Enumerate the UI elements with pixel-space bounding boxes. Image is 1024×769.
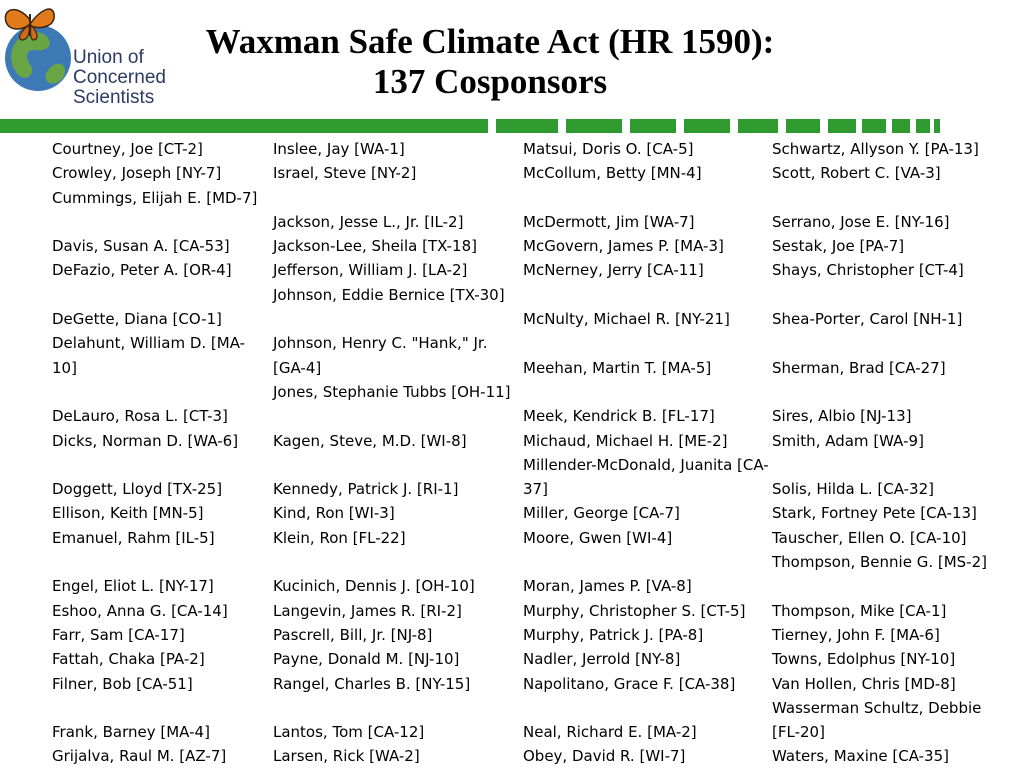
cosponsor-column-3 xyxy=(523,137,769,769)
logo-line-1: Union of xyxy=(73,47,144,68)
cosponsor-entry: Moran, James P. [VA-8] xyxy=(523,577,692,596)
cosponsor-entry: Jackson-Lee, Sheila [TX-18] xyxy=(273,237,477,256)
cosponsor-entry: DeFazio, Peter A. [OR-4] xyxy=(52,261,232,280)
cosponsor-entry: Rangel, Charles B. [NY-15] xyxy=(273,674,471,693)
divider-segment xyxy=(934,119,940,133)
cosponsor-entry: DeGette, Diana [CO-1] xyxy=(52,310,222,329)
divider-segment xyxy=(630,119,676,133)
cosponsor-entry: Ellison, Keith [MN-5] xyxy=(52,504,204,523)
divider-segment xyxy=(786,119,820,133)
cosponsor-column-1 xyxy=(52,137,268,769)
divider-segment xyxy=(684,119,730,133)
divider-segment xyxy=(892,119,910,133)
cosponsor-entry: Israel, Steve [NY-2] xyxy=(273,164,417,183)
cosponsor-entry: Solis, Hilda L. [CA-32] xyxy=(772,480,934,499)
logo-line-3: Scientists xyxy=(73,87,155,108)
cosponsor-entry: Thompson, Mike [CA-1] xyxy=(772,601,947,620)
slide-title xyxy=(185,22,795,102)
cosponsor-entry: Towns, Edolphus [NY-10] xyxy=(772,650,956,669)
cosponsor-entry: Courtney, Joe [CT-2] xyxy=(52,140,203,158)
cosponsor-entry: Serrano, Jose E. [NY-16] xyxy=(772,212,950,231)
cosponsor-entry: Kind, Ron [WI-3] xyxy=(273,504,395,523)
cosponsor-entry: Smith, Adam [WA-9] xyxy=(772,431,924,450)
cosponsor-entry: Langevin, James R. [RI-2] xyxy=(273,601,462,620)
cosponsor-entry: Davis, Susan A. [CA-53] xyxy=(52,237,230,256)
cosponsor-entry: McCollum, Betty [MN-4] xyxy=(523,164,702,183)
cosponsor-entry: Kucinich, Dennis J. [OH-10] xyxy=(273,577,475,596)
ucs-logo xyxy=(0,0,178,115)
cosponsor-entry: Sires, Albio [NJ-13] xyxy=(772,407,912,426)
cosponsor-entry: DeLauro, Rosa L. [CT-3] xyxy=(52,407,228,426)
divider-segment xyxy=(862,119,886,133)
cosponsor-entry: McNerney, Jerry [CA-11] xyxy=(523,261,704,280)
cosponsor-entry: Filner, Bob [CA-51] xyxy=(52,674,193,693)
cosponsor-entry: Miller, George [CA-7] xyxy=(523,504,680,523)
cosponsor-entry: Stark, Fortney Pete [CA-13] xyxy=(772,504,977,523)
divider-segment xyxy=(566,119,622,133)
cosponsor-entry: Napolitano, Grace F. [CA-38] xyxy=(523,674,736,693)
cosponsor-entry: Meehan, Martin T. [MA-5] xyxy=(523,358,712,377)
cosponsor-entry: Murphy, Patrick J. [PA-8] xyxy=(523,625,704,644)
cosponsor-entry: Johnson, Henry C. "Hank," Jr. [GA-4] xyxy=(273,334,488,377)
cosponsor-entry: Dicks, Norman D. [WA-6] xyxy=(52,431,239,450)
cosponsor-entry: Neal, Richard E. [MA-2] xyxy=(523,723,697,742)
cosponsor-entry: Engel, Eliot L. [NY-17] xyxy=(52,577,214,596)
cosponsor-entry: Frank, Barney [MA-4] xyxy=(52,723,210,742)
cosponsor-entry: Nadler, Jerrold [NY-8] xyxy=(523,650,681,669)
divider-segment xyxy=(0,119,488,133)
cosponsor-entry: Wasserman Schultz, Debbie [FL-20] xyxy=(772,698,982,742)
divider-segment xyxy=(738,119,778,133)
cosponsor-entry: Sherman, Brad [CA-27] xyxy=(772,358,946,377)
cosponsor-entry: Michaud, Michael H. [ME-2] xyxy=(523,431,728,450)
cosponsor-entry: Thompson, Bennie G. [MS-2] xyxy=(772,553,987,572)
cosponsor-entry: Farr, Sam [CA-17] xyxy=(52,625,185,644)
cosponsor-entry: Inslee, Jay [WA-1] xyxy=(273,140,405,158)
cosponsor-column-4 xyxy=(772,137,1012,769)
cosponsor-entry: Tauscher, Ellen O. [CA-10] xyxy=(772,528,967,547)
cosponsor-entry: Obey, David R. [WI-7] xyxy=(523,747,686,766)
cosponsor-entry: Jackson, Jesse L., Jr. [IL-2] xyxy=(273,212,464,231)
cosponsor-entry: McDermott, Jim [WA-7] xyxy=(523,212,695,231)
divider-segment xyxy=(828,119,856,133)
cosponsor-entry: Johnson, Eddie Bernice [TX-30] xyxy=(273,285,505,304)
cosponsor-column-2 xyxy=(273,137,513,769)
cosponsor-entry: Pascrell, Bill, Jr. [NJ-8] xyxy=(273,625,433,644)
logo-line-2: Concerned xyxy=(73,67,166,88)
cosponsor-entry: Scott, Robert C. [VA-3] xyxy=(772,164,941,183)
cosponsor-entry: Van Hollen, Chris [MD-8] xyxy=(772,674,956,693)
divider-segment xyxy=(916,119,930,133)
cosponsor-entry: Matsui, Doris O. [CA-5] xyxy=(523,140,694,158)
cosponsor-entry: Schwartz, Allyson Y. [PA-13] xyxy=(772,140,979,158)
cosponsor-entry: Jones, Stephanie Tubbs [OH-11] xyxy=(273,382,511,401)
cosponsor-entry: Sestak, Joe [PA-7] xyxy=(772,237,905,256)
cosponsor-entry: Tierney, John F. [MA-6] xyxy=(772,625,940,644)
divider-segment xyxy=(496,119,558,133)
cosponsor-entry: Crowley, Joseph [NY-7] xyxy=(52,164,222,183)
cosponsor-entry: Moore, Gwen [WI-4] xyxy=(523,528,673,547)
cosponsor-entry: McGovern, James P. [MA-3] xyxy=(523,237,724,256)
globe-icon xyxy=(5,25,71,91)
cosponsor-entry: Grijalva, Raul M. [AZ-7] xyxy=(52,747,227,766)
cosponsor-entry: Eshoo, Anna G. [CA-14] xyxy=(52,601,228,620)
cosponsor-entry: Delahunt, William D. [MA-10] xyxy=(52,334,246,377)
cosponsor-entry: Lantos, Tom [CA-12] xyxy=(273,723,425,742)
cosponsor-entry: Kennedy, Patrick J. [RI-1] xyxy=(273,480,459,499)
cosponsor-entry: Millender-McDonald, Juanita [CA-37] xyxy=(523,455,769,499)
cosponsor-entry: Murphy, Christopher S. [CT-5] xyxy=(523,601,746,620)
cosponsor-entry: Jefferson, William J. [LA-2] xyxy=(273,261,468,280)
cosponsor-entry: Kagen, Steve, M.D. [WI-8] xyxy=(273,431,467,450)
green-divider-bar xyxy=(0,119,1024,133)
cosponsor-entry: Cummings, Elijah E. [MD-7] xyxy=(52,188,258,207)
cosponsor-entry: Meek, Kendrick B. [FL-17] xyxy=(523,407,715,426)
cosponsor-entry: Larsen, Rick [WA-2] xyxy=(273,747,420,766)
logo-graphic xyxy=(0,0,178,115)
cosponsor-entry: McNulty, Michael R. [NY-21] xyxy=(523,310,730,329)
title-line-2: 137 Cosponsors xyxy=(372,62,608,101)
cosponsor-entry: Waters, Maxine [CA-35] xyxy=(772,747,949,766)
cosponsor-entry: Fattah, Chaka [PA-2] xyxy=(52,650,205,669)
cosponsor-entry: Shays, Christopher [CT-4] xyxy=(772,261,964,280)
cosponsor-entry: Klein, Ron [FL-22] xyxy=(273,528,406,547)
cosponsor-entry: Doggett, Lloyd [TX-25] xyxy=(52,480,223,499)
cosponsor-entry: Shea-Porter, Carol [NH-1] xyxy=(772,310,963,329)
cosponsor-entry: Emanuel, Rahm [IL-5] xyxy=(52,528,215,547)
cosponsor-entry: Payne, Donald M. [NJ-10] xyxy=(273,650,460,669)
title-line-1: Waxman Safe Climate Act (HR 1590): xyxy=(205,22,775,61)
